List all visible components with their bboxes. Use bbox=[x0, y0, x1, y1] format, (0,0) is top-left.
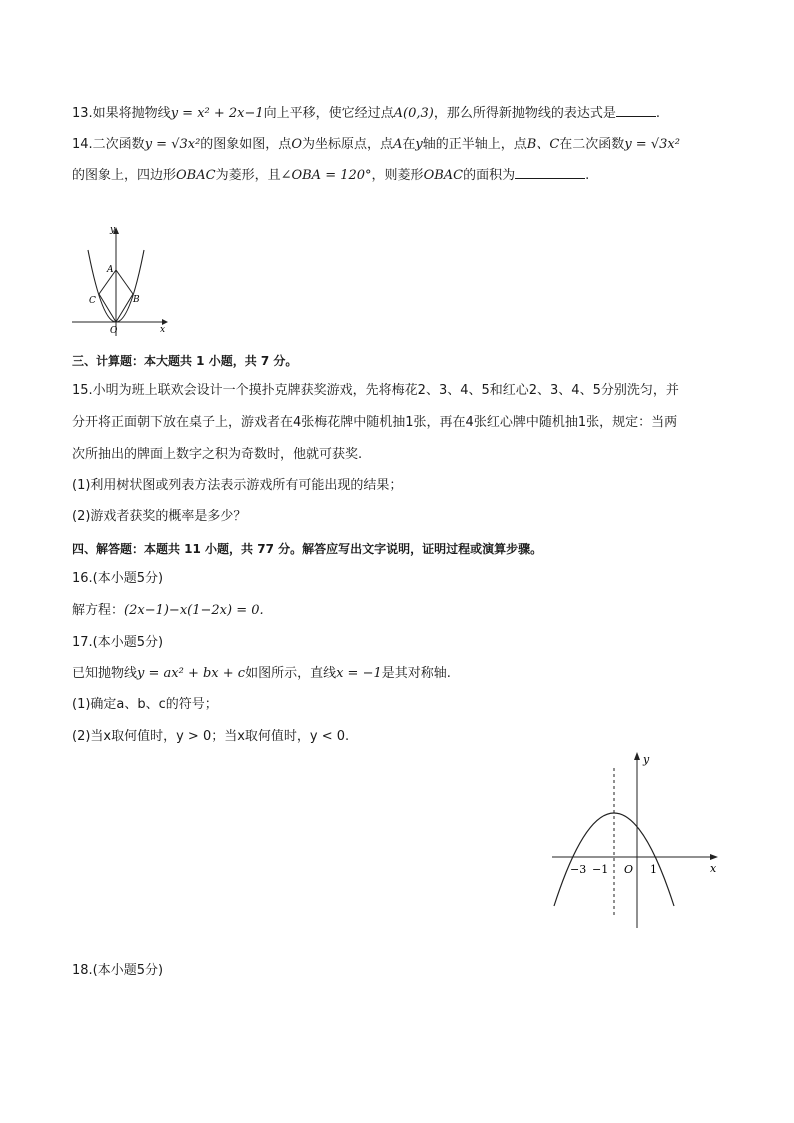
q14-punct: . bbox=[585, 168, 590, 183]
label-x: x bbox=[710, 862, 717, 875]
q14-text: 14.二次函数 bbox=[72, 137, 145, 152]
q17-statement bbox=[72, 665, 451, 683]
label-b: B bbox=[133, 295, 140, 305]
q15-sub-1: (1)利用树状图或列表方法表示游戏所有可能出现的结果； bbox=[72, 478, 403, 493]
q14-text-5: 轴的正半轴上，点 bbox=[422, 137, 527, 152]
y-axis-arrow bbox=[634, 752, 640, 760]
q14-point-o: O bbox=[291, 137, 302, 152]
q14-text-2: 的图象如图，点 bbox=[200, 137, 292, 152]
q15-line-1: 15.小明为班上联欢会设计一个摸扑克牌获奖游戏，先将梅花2、3、4、5和红心2、3、4、5分别洗匀，并 bbox=[72, 383, 679, 398]
q13-text-2: 向上平移，使它经过点 bbox=[263, 106, 394, 121]
q17-sub-2: (2)当x取何值时，y > 0；当x取何值时，y < 0. bbox=[72, 729, 350, 744]
q13-text: 13.如果将抛物线 bbox=[72, 106, 171, 121]
q15-line-2: 分开将正面朝下放在桌子上，游戏者在4张梅花牌中随机抽1张，再在4张红心牌中随机抽1张，规定：当两 bbox=[72, 415, 678, 430]
q17-text-2: 如图所示，直线 bbox=[245, 666, 337, 681]
q14-text-10: 的面积为 bbox=[463, 168, 516, 183]
q17-axis: x = −1 bbox=[336, 666, 382, 681]
q16-text: 解方程： bbox=[72, 603, 125, 618]
q18-header: 18.(本小题5分) bbox=[72, 963, 164, 978]
q14-y-axis: y bbox=[415, 137, 423, 152]
q17-header: 17.(本小题5分) bbox=[72, 635, 164, 650]
q13-formula: y = x² + 2x−1 bbox=[170, 106, 264, 121]
q13-point: A(0,3) bbox=[393, 106, 434, 121]
label-c: C bbox=[89, 296, 96, 306]
q14-points-bc: B、C bbox=[526, 137, 560, 152]
label-y: y bbox=[643, 753, 650, 766]
q14-text-7: 的图象上，四边形 bbox=[72, 168, 177, 183]
label-y: y bbox=[110, 225, 116, 235]
q15-line-3: 次所抽出的牌面上数字之积为奇数时，他就可获奖. bbox=[72, 447, 363, 462]
x-axis-arrow bbox=[710, 854, 718, 860]
label-o: O bbox=[110, 326, 118, 336]
label-x: x bbox=[160, 325, 166, 335]
q15-sub-2: (2)游戏者获奖的概率是多少？ bbox=[72, 509, 247, 524]
q14-answer-blank bbox=[515, 166, 585, 179]
q16-equation: (2x−1)−x(1−2x) = 0. bbox=[124, 603, 264, 618]
label-one: 1 bbox=[650, 863, 657, 876]
q13-punct: . bbox=[655, 106, 661, 121]
label-neg-1: −1 bbox=[592, 863, 609, 876]
q14-text-4: 在 bbox=[402, 137, 416, 152]
label-neg-3: −3 bbox=[570, 863, 587, 876]
figure-rhombus-parabola bbox=[70, 224, 172, 340]
q17-sub-1: (1)确定a、b、c的符号； bbox=[72, 697, 218, 712]
q17-text: 已知抛物线 bbox=[72, 666, 138, 681]
label-a: A bbox=[107, 265, 114, 275]
q14-point-a: A bbox=[393, 137, 403, 152]
q14-quad: OBAC bbox=[176, 168, 216, 183]
q14-function-2: y = √3x² bbox=[624, 137, 680, 152]
section-4-title: 四、解答题：本题共 11 小题，共 77 分。解答应写出文字说明，证明过程或演算步骤。 bbox=[72, 542, 543, 556]
figure-downward-parabola bbox=[548, 748, 724, 930]
section-3-title: 三、计算题：本大题共 1 小题，共 7 分。 bbox=[72, 354, 298, 368]
q14-quad-2: OBAC bbox=[423, 168, 464, 183]
label-origin: O bbox=[624, 863, 634, 876]
q14-text-6: 在二次函数 bbox=[559, 137, 625, 152]
q17-text-3: 是其对称轴. bbox=[381, 666, 451, 681]
q16-equation-line bbox=[72, 602, 264, 620]
question-14-line-1 bbox=[72, 136, 680, 154]
q17-function: y = ax² + bx + c bbox=[137, 666, 246, 681]
q14-angle: ∠OBA = 120° bbox=[280, 168, 372, 183]
question-14-line-2 bbox=[72, 166, 589, 185]
q13-answer-blank bbox=[616, 104, 656, 117]
q13-text-3: ，那么所得新抛物线的表达式是 bbox=[433, 106, 616, 121]
q14-text-8: 为菱形，且 bbox=[215, 168, 281, 183]
q14-function: y = √3x² bbox=[144, 137, 201, 152]
question-13 bbox=[72, 104, 660, 123]
q16-header: 16.(本小题5分) bbox=[72, 571, 164, 586]
q14-text-9: ，则菱形 bbox=[371, 168, 424, 183]
q14-text-3: 为坐标原点，点 bbox=[301, 137, 393, 152]
